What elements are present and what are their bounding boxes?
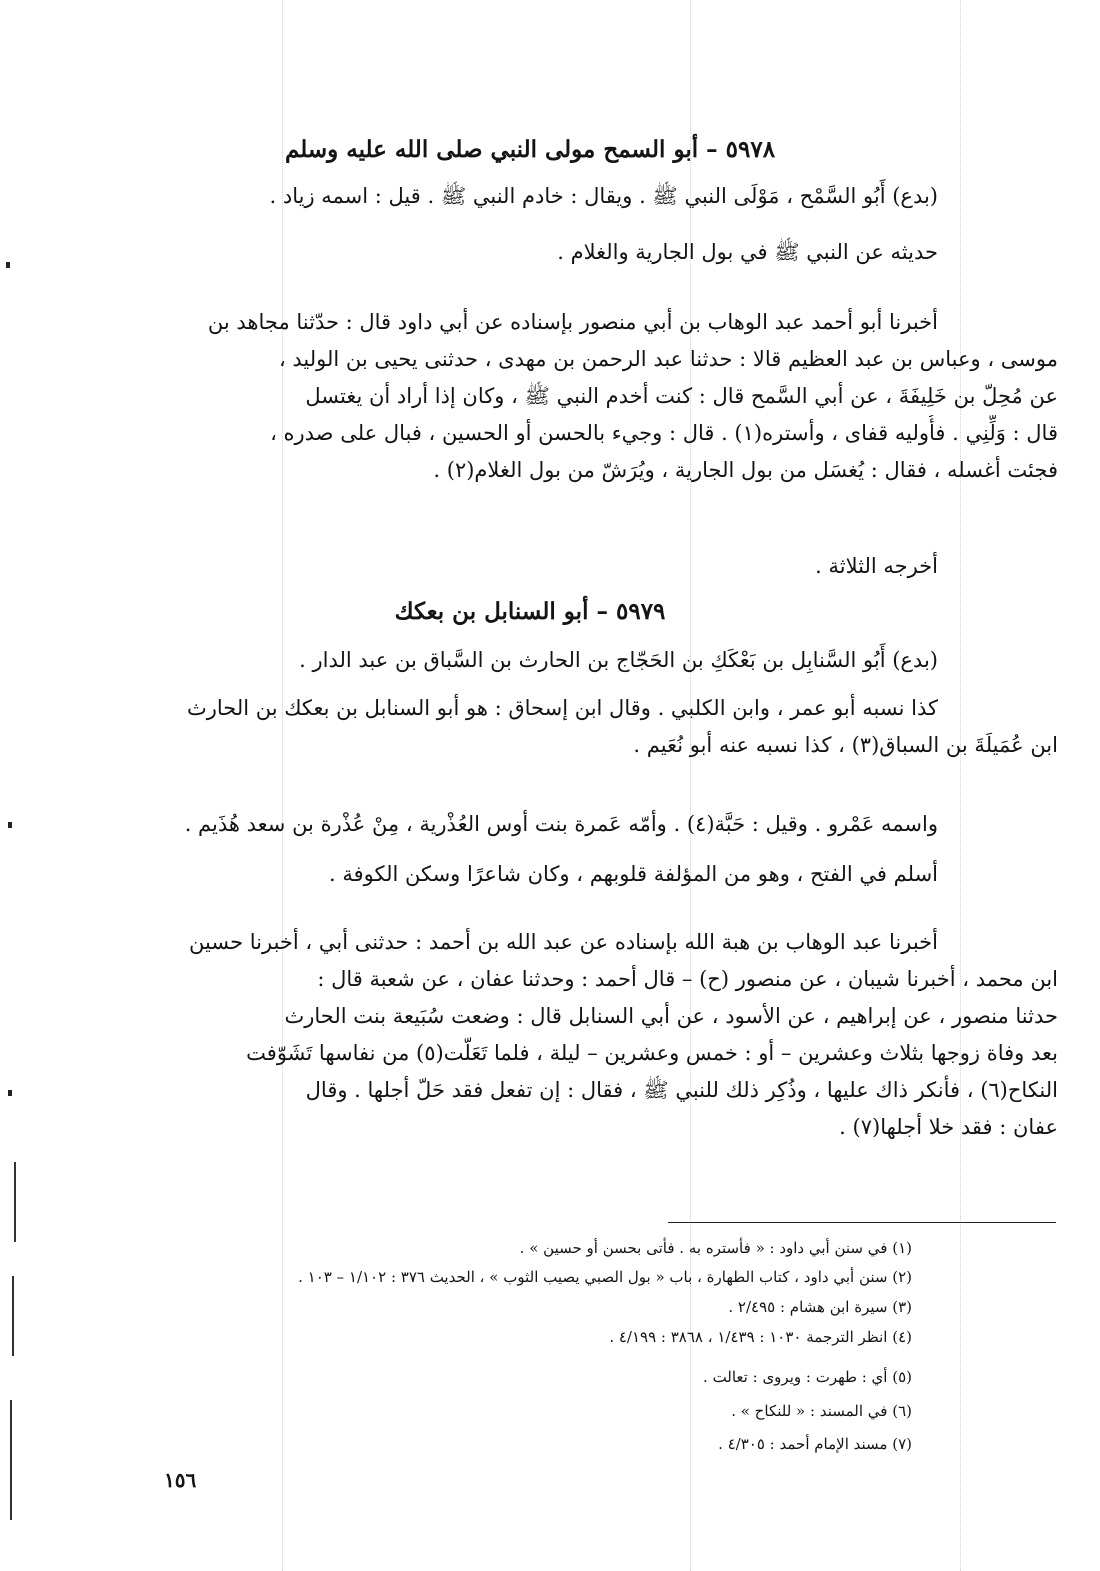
scan-mark (8, 822, 12, 828)
entry-paragraph (78, 856, 1058, 893)
scan-mark (8, 1090, 12, 1096)
entry-paragraph (78, 690, 1058, 764)
text-line: عن مُحِلّ بن خَلِيفَةَ ، عن أبي السَّمح قال : كنت أخدم النبي ﷺ ، وكان إذا أراد أن يغتسل (305, 384, 1058, 408)
footnote: (٣) سيرة ابن هشام : ٢/٤٩٥ . (728, 1298, 912, 1316)
text-line: النكاح(٦) ، فأنكر ذاك عليها ، وذُكِر ذلك للنبي ﷺ ، فقال : إن تفعل فقد حَلّ أجلها . وقال (305, 1078, 1058, 1102)
footnote: (١) في سنن أبي داود : « فأستره به . فأتى بحسن أو حسين » . (519, 1239, 912, 1257)
text-line: أسلم في الفتح ، وهو من المؤلفة قلوبهم ، وكان شاعرًا وسكن الكوفة . (329, 862, 938, 886)
entry-intro (78, 178, 1058, 215)
footnote: (٦) في المسند : « للنكاح » . (731, 1402, 912, 1420)
entry-heading: ٥٩٧٩ – أبو السنابل بن بعكك (394, 598, 666, 625)
text-line: ابن محمد ، أخبرنا شيبان ، عن منصور (ح) – قال أحمد : وحدثنا عفان ، عن شعبة قال : (317, 967, 1058, 991)
scan-margin-line (12, 1276, 14, 1356)
page-number: ١٥٦ (164, 1468, 197, 1492)
isnad-paragraph (78, 924, 1058, 1146)
text-line: أخرجه الثلاثة . (815, 554, 938, 578)
text-line: موسى ، وعباس بن عبد العظيم قالا : حدثنا عبد الرحمن بن مهدى ، حدثنى يحيى بن الوليد ، (278, 347, 1058, 371)
footnote: (٢) سنن أبي داود ، كتاب الطهارة ، باب « بول الصبي يصيب الثوب » ، الحديث ٣٧٦ : ١/١٠٢ – ١٠٣ . (298, 1268, 912, 1286)
text-line: حديثه عن النبي ﷺ في بول الجارية والغلام . (557, 240, 938, 264)
scan-mark (6, 262, 10, 268)
text-line: أخبرنا أبو أحمد عبد الوهاب بن أبي منصور بإسناده عن أبي داود قال : حدّثنا مجاهد بن (207, 310, 938, 334)
text-line: فجئت أغسله ، فقال : يُغسَل من بول الجارية ، ويُرَشّ من بول الغلام(٢) . (433, 458, 1058, 482)
entry-closing (78, 548, 1058, 585)
text-line: (بدع) أَبُو السَّمْح ، مَوْلَى النبي ﷺ . ويقال : خادم النبي ﷺ . قيل : اسمه زياد . (269, 184, 938, 208)
text-line: واسمه عَمْرو . وقيل : حَبَّة(٤) . وأمّه عَمرة بنت أوس العُذْرية ، مِنْ عُذْرة بن سعد هُذَيم . (184, 812, 938, 836)
scan-margin-line (14, 1162, 16, 1242)
text-line: كذا نسبه أبو عمر ، وابن الكلبي . وقال ابن إسحاق : هو أبو السنابل بن بعكك بن الحارث (186, 696, 938, 720)
footnote: (٧) مسند الإمام أحمد : ٤/٣٠٥ . (718, 1435, 912, 1453)
isnad-paragraph (78, 304, 1058, 489)
entry-paragraph (78, 234, 1058, 271)
text-line: بعد وفاة زوجها بثلاث وعشرين – أو : خمس وعشرين – ليلة ، فلما تَعَلّت(٥) من نفاسها تَشَوّفت (246, 1041, 1058, 1065)
text-line: عفان : فقد خلا أجلها(٧) . (839, 1115, 1058, 1139)
scan-margin-line (10, 1400, 12, 1520)
text-line: حدثنا منصور ، عن إبراهيم ، عن الأسود ، عن أبي السنابل قال : وضعت سُبَيعة بنت الحارث (284, 1004, 1058, 1028)
footnote: (٥) أي : طهرت : ويروى : تعالت . (703, 1368, 912, 1386)
text-line: (بدع) أَبُو السَّنابِل بن بَعْكَكِ بن الحَجّاج بن الحارث بن السَّباق بن عبد الدار . (299, 648, 938, 672)
text-line: أخبرنا عبد الوهاب بن هبة الله بإسناده عن عبد الله بن أحمد : حدثنى أبي ، أخبرنا حسين (189, 930, 938, 954)
footnote-rule (668, 1222, 1056, 1223)
text-line: ابن عُمَيلَةَ بن السباق(٣) ، كذا نسبه عنه أبو نُعَيم . (633, 733, 1058, 757)
footnote: (٤) انظر الترجمة ١٠٣٠ : ١/٤٣٩ ، ٣٨٦٨ : ٤/١٩٩ . (609, 1328, 912, 1346)
text-line: قال : وَلِّنِي . فأُوليه قفاى ، وأستره(١) . قال : وجيء بالحسن أو الحسين ، فبال على صدره ، (270, 421, 1058, 445)
entry-intro (78, 642, 1058, 679)
entry-paragraph (78, 806, 1058, 843)
entry-heading: ٥٩٧٨ – أبو السمح مولى النبي صلى الله عليه وسلم (284, 136, 776, 163)
